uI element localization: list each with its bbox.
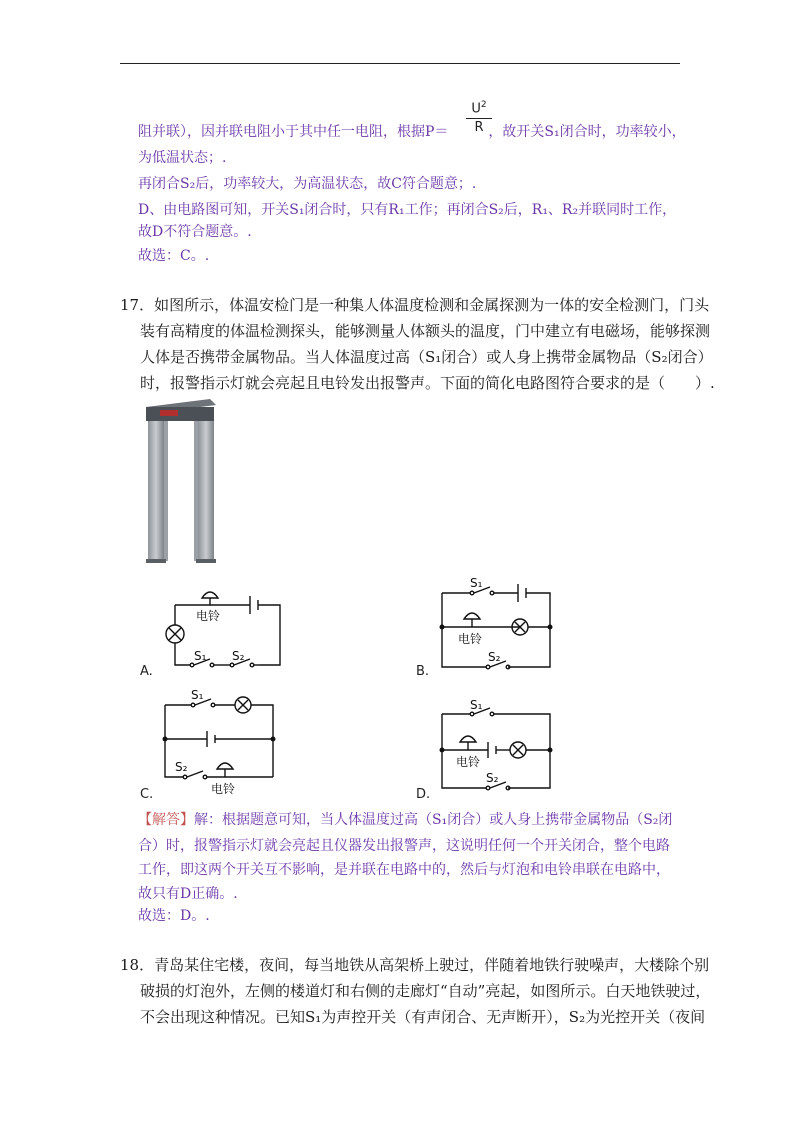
power-formula-fraction xyxy=(466,96,492,137)
solution-line-4: D、由电路图可知，开关S₁闭合时，只有R₁工作；再闭合S₂后，R₁、R₂并联同时工作， xyxy=(138,202,677,218)
solution-line-5: 故D不符合题意。. xyxy=(138,224,252,240)
q17-line-1: 17．如图所示，体温安检门是一种集人体温度检测和金属探测为一体的安全检测门，门头 xyxy=(120,296,710,314)
circuit-b xyxy=(430,575,570,680)
formula-numerator: U xyxy=(471,101,481,117)
circuit-a-bell-label: 电铃 xyxy=(196,609,221,623)
q18-line-3: 不会出现这种情况。已知S₁为声控开关（有声闭合、无声断开），S₂为光控开关（夜间 xyxy=(140,1008,706,1026)
option-c-label: C. xyxy=(140,787,154,802)
circuit-c-s2-label: S₂ xyxy=(175,760,188,774)
circuit-c-bell-label: 电铃 xyxy=(211,782,236,795)
formula-denominator: R xyxy=(474,120,484,136)
solution-line-6: 故选：C。. xyxy=(138,248,210,264)
circuit-c-s1-label: S₁ xyxy=(191,688,204,702)
circuit-d-s1-label: S₁ xyxy=(470,700,483,712)
option-d-label: D. xyxy=(416,787,431,802)
circuit-b-s2-label: S₂ xyxy=(488,650,501,664)
q17-line-2: 装有高精度的体温检测探头，能够测量人体额头的温度，门中建立有电磁场，能够探测 xyxy=(140,322,711,340)
security-gate-image xyxy=(140,395,220,567)
solution-line-1-head: 阻并联），因并联电阻小于其中任一电阻，根据P＝ xyxy=(138,124,449,140)
solution-line-2: 为低温状态；. xyxy=(138,150,227,166)
q18-line-2: 破损的灯泡外，左侧的楼道灯和右侧的走廊灯“自动”亮起，如图所示。白天地铁驶过， xyxy=(140,982,711,1000)
circuit-b-s1-label: S₁ xyxy=(470,576,483,590)
formula-exponent: 2 xyxy=(480,100,487,110)
q17-answer-line-1 xyxy=(138,810,672,830)
answer-tag: 【解答】 xyxy=(138,812,194,828)
circuit-c xyxy=(155,685,295,795)
option-a-label: A. xyxy=(140,664,153,679)
circuit-a xyxy=(150,580,300,680)
q17-answer-line-3: 工作，即这两个开关互不影响，是并联在电路中的，然后与灯泡和电铃串联在电路中， xyxy=(138,862,670,878)
header-rule xyxy=(120,63,680,64)
q17-answer-line-1-text: 解：根据题意可知，当人体温度过高（S₁闭合）或人身上携带金属物品（S₂闭 xyxy=(194,812,673,828)
q17-line-3: 人体是否携带金属物品。当人体温度过高（S₁闭合）或人身上携带金属物品（S₂闭合） xyxy=(140,348,713,366)
q18-line-1: 18．青岛某住宅楼，夜间，每当地铁从高架桥上驶过，伴随着地铁行驶噪声，大楼除个别 xyxy=(120,956,710,974)
circuit-b-bell-label: 电铃 xyxy=(458,632,483,646)
q17-answer-line-2: 合）时，报警指示灯就会亮起且仪器发出报警声，这说明任何一个开关闭合，整个电路 xyxy=(138,838,670,854)
q17-line-4: 时，报警指示灯就会亮起且电铃发出报警声。下面的简化电路图符合要求的是（ ）. xyxy=(140,374,715,392)
circuit-d-s2-label: S₂ xyxy=(486,771,499,785)
q17-answer-line-5: 故选：D。. xyxy=(138,908,210,924)
solution-line-1 xyxy=(138,122,686,142)
q17-answer-line-4: 故只有D正确。. xyxy=(138,886,238,902)
circuit-d-bell-label: 电铃 xyxy=(456,755,481,769)
circuit-a-s1-label: S₁ xyxy=(194,649,207,663)
solution-line-3: 再闭合S₂后，功率较大，为高温状态，故C符合题意；. xyxy=(138,176,477,192)
circuit-d xyxy=(430,700,570,800)
solution-line-1-tail: ，故开关S₁闭合时，功率较小， xyxy=(488,124,686,140)
circuit-a-s2-label: S₂ xyxy=(232,649,245,663)
option-b-label: B. xyxy=(416,664,430,679)
